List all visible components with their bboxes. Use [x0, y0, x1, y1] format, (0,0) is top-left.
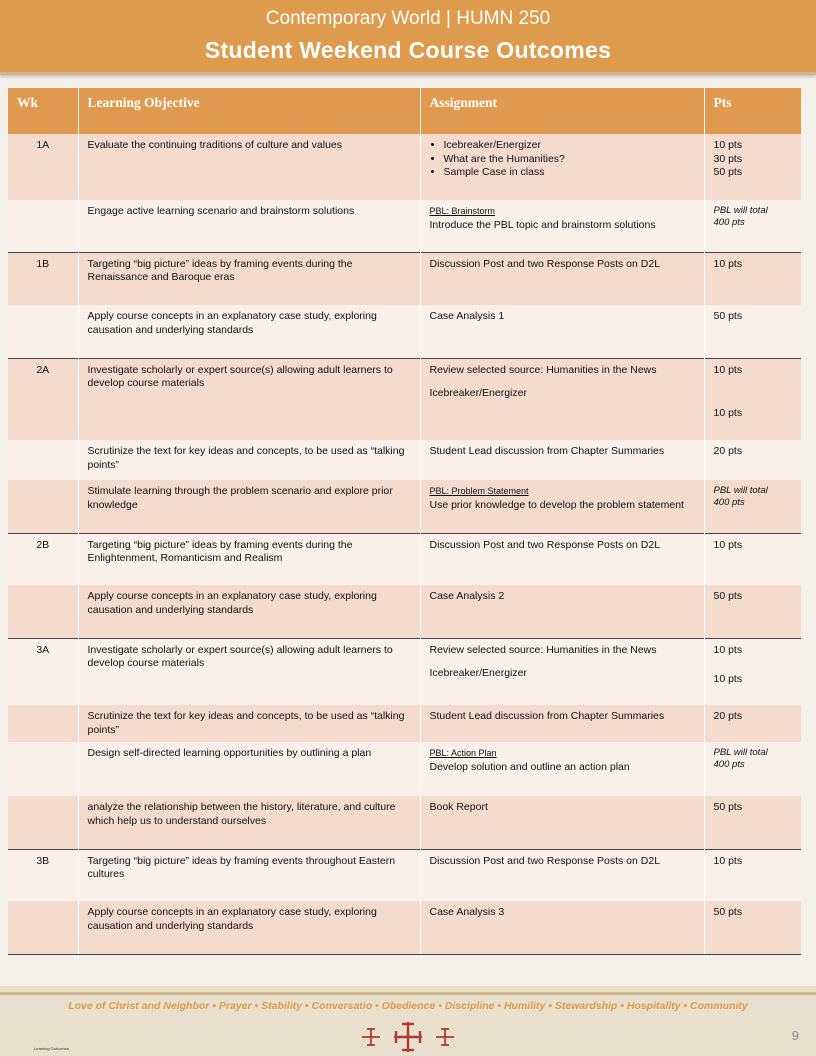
assignment-cell: Case Analysis 2 — [420, 585, 704, 638]
week-cell — [8, 440, 78, 480]
objective-cell: Design self-directed learning opportunities by outlining a plan — [78, 742, 420, 796]
table-row — [8, 134, 801, 200]
assignment-cell: Discussion Post and two Response Posts on D2L — [420, 849, 704, 901]
objective-cell: Scrutinize the text for key ideas and concepts, to be used as “talking points” — [78, 705, 420, 742]
table-row — [8, 533, 801, 585]
cross-icon-center — [394, 1022, 422, 1052]
pbl-total-note: PBL will total — [713, 485, 768, 496]
assignment-cell — [420, 742, 704, 796]
assignment-text: Review selected source: Humanities in the News — [429, 643, 657, 656]
objective-cell: Investigate scholarly or expert source(s) allowing adult learners to develop course materials — [78, 638, 420, 705]
pbl-label: PBL: Problem Statement — [429, 486, 529, 496]
week-cell: 1B — [8, 252, 78, 305]
week-cell — [8, 305, 78, 358]
objective-cell: Apply course concepts in an explanatory case study, exploring causation and underlying standards — [78, 901, 420, 954]
assignment-cell — [420, 358, 704, 440]
points-cell — [704, 358, 801, 440]
assignment-text: Introduce the PBL topic and brainstorm solutions — [429, 218, 656, 231]
assignment-text: Review selected source: Humanities in the News — [429, 363, 657, 376]
table-row — [8, 901, 801, 954]
table-row — [8, 705, 801, 742]
week-cell — [8, 585, 78, 638]
points-cell — [704, 134, 801, 200]
pbl-total-note: 400 pts — [713, 497, 745, 508]
cross-icon-right — [436, 1028, 454, 1046]
objective-cell: Evaluate the continuing traditions of culture and values — [78, 134, 420, 200]
page-header — [0, 0, 816, 75]
week-cell: 3A — [8, 638, 78, 705]
table-row — [8, 358, 801, 440]
week-cell — [8, 705, 78, 742]
points-cell: 50 pts — [704, 585, 801, 638]
week-cell — [8, 901, 78, 954]
week-cell: 1A — [8, 134, 78, 200]
objective-cell: analyze the relationship between the history, literature, and culture which help us to understand ourselves — [78, 796, 420, 849]
table-row — [8, 200, 801, 252]
points-cell: 50 pts — [704, 796, 801, 849]
header-pts: Pts — [704, 88, 801, 134]
assignment-cell: Student Lead discussion from Chapter Summaries — [420, 705, 704, 742]
objective-cell: Investigate scholarly or expert source(s) allowing adult learners to develop course materials — [78, 358, 420, 440]
week-cell: 2B — [8, 533, 78, 585]
pbl-total-note: 400 pts — [713, 759, 745, 770]
points-value: 10 pts — [713, 363, 743, 376]
assignment-item: • Sample Case in class — [444, 166, 695, 180]
pbl-total-note: PBL will total — [713, 205, 768, 216]
page-number: 9 — [791, 1028, 799, 1043]
assignment-text: Use prior knowledge to develop the problem statement — [429, 498, 684, 511]
points-value: 10 pts — [713, 673, 743, 685]
table-row — [8, 480, 801, 533]
points-cell: 50 pts — [704, 901, 801, 954]
table-row — [8, 742, 801, 796]
week-cell — [8, 480, 78, 533]
objective-cell: Targeting “big picture” ideas by framing events during the Enlightenment, Romanticism and Realism — [78, 533, 420, 585]
table-row — [8, 638, 801, 705]
points-value: 10 pts — [713, 643, 743, 656]
pbl-label: PBL: Action Plan — [429, 748, 497, 758]
points-cell — [704, 638, 801, 705]
pbl-label: PBL: Brainstorm — [429, 206, 496, 216]
table-row — [8, 252, 801, 305]
assignment-cell — [420, 200, 704, 252]
table-row — [8, 585, 801, 638]
header-wk: Wk — [8, 88, 78, 134]
week-cell — [8, 796, 78, 849]
week-cell — [8, 742, 78, 796]
points-cell: 10 pts — [704, 252, 801, 305]
points-cell: 50 pts — [704, 305, 801, 358]
points-cell — [704, 480, 801, 533]
table-row — [8, 440, 801, 480]
objective-cell: Apply course concepts in an explanatory case study, exploring causation and underlying standards — [78, 305, 420, 358]
points-cell: 20 pts — [704, 705, 801, 742]
assignment-cell — [420, 638, 704, 705]
assignment-cell: Discussion Post and two Response Posts on D2L — [420, 533, 704, 585]
assignment-cell: Student Lead discussion from Chapter Summaries — [420, 440, 704, 480]
header-learning-objective: Learning Objective — [78, 88, 420, 134]
objective-cell: Targeting “big picture” ideas by framing events during the Renaissance and Baroque eras — [78, 252, 420, 305]
header-assignment: Assignment — [420, 88, 704, 134]
table-row — [8, 849, 801, 901]
points-cell: 10 pts — [704, 849, 801, 901]
assignment-cell — [420, 480, 704, 533]
week-cell — [8, 200, 78, 252]
points-value: 50 pts — [713, 166, 743, 178]
objective-cell: Scrutinize the text for key ideas and concepts, to be used as “talking points” — [78, 440, 420, 480]
points-value: 10 pts — [713, 407, 743, 419]
pbl-total-note: 400 pts — [713, 217, 745, 228]
table-row — [8, 796, 801, 849]
table-row — [8, 305, 801, 358]
assignment-cell: Discussion Post and two Response Posts on D2L — [420, 252, 704, 305]
week-cell: 3B — [8, 849, 78, 901]
assignment-cell — [420, 134, 704, 200]
table-header-row — [8, 88, 801, 134]
points-cell — [704, 742, 801, 796]
objective-cell: Apply course concepts in an explanatory case study, exploring causation and underlying standards — [78, 585, 420, 638]
course-title: Contemporary World | HUMN 250 — [265, 8, 551, 29]
assignment-text: Develop solution and outline an action plan — [429, 760, 630, 773]
points-cell: 20 pts — [704, 440, 801, 480]
points-value: 10 pts — [713, 139, 743, 151]
objective-cell: Stimulate learning through the problem scenario and explore prior knowledge — [78, 480, 420, 533]
assignment-cell: Case Analysis 1 — [420, 305, 704, 358]
points-cell: 10 pts — [704, 533, 801, 585]
objective-cell: Engage active learning scenario and brainstorm solutions — [78, 200, 420, 252]
points-value: 30 pts — [713, 152, 743, 165]
assignment-cell: Case Analysis 3 — [420, 901, 704, 954]
assignment-item: • What are the Humanities? — [444, 153, 695, 167]
points-cell — [704, 200, 801, 252]
objective-cell: Targeting “big picture” ideas by framing events throughout Eastern cultures — [78, 849, 420, 901]
assignment-list — [430, 139, 695, 180]
pbl-total-note: PBL will total — [713, 747, 768, 758]
assignment-item: • Icebreaker/Energizer — [444, 139, 695, 153]
cross-icon-left — [362, 1028, 380, 1046]
assignment-text: Icebreaker/Energizer — [429, 667, 527, 679]
assignment-cell: Book Report — [420, 796, 704, 849]
week-cell: 2A — [8, 358, 78, 440]
footer-tiny-label: Learning Outcomes — [34, 1046, 69, 1051]
outcomes-table — [8, 88, 801, 955]
crosses-icon — [358, 1020, 458, 1054]
footer-divider — [0, 992, 816, 995]
footer-values: Love of Christ and Neighbor • Prayer • Stability • Conversatio • Obedience • Discipline • Humility • Stewardship • Hospitality • Community — [68, 1000, 748, 1012]
page-title: Student Weekend Course Outcomes — [204, 37, 612, 63]
assignment-text: Icebreaker/Energizer — [429, 387, 527, 399]
